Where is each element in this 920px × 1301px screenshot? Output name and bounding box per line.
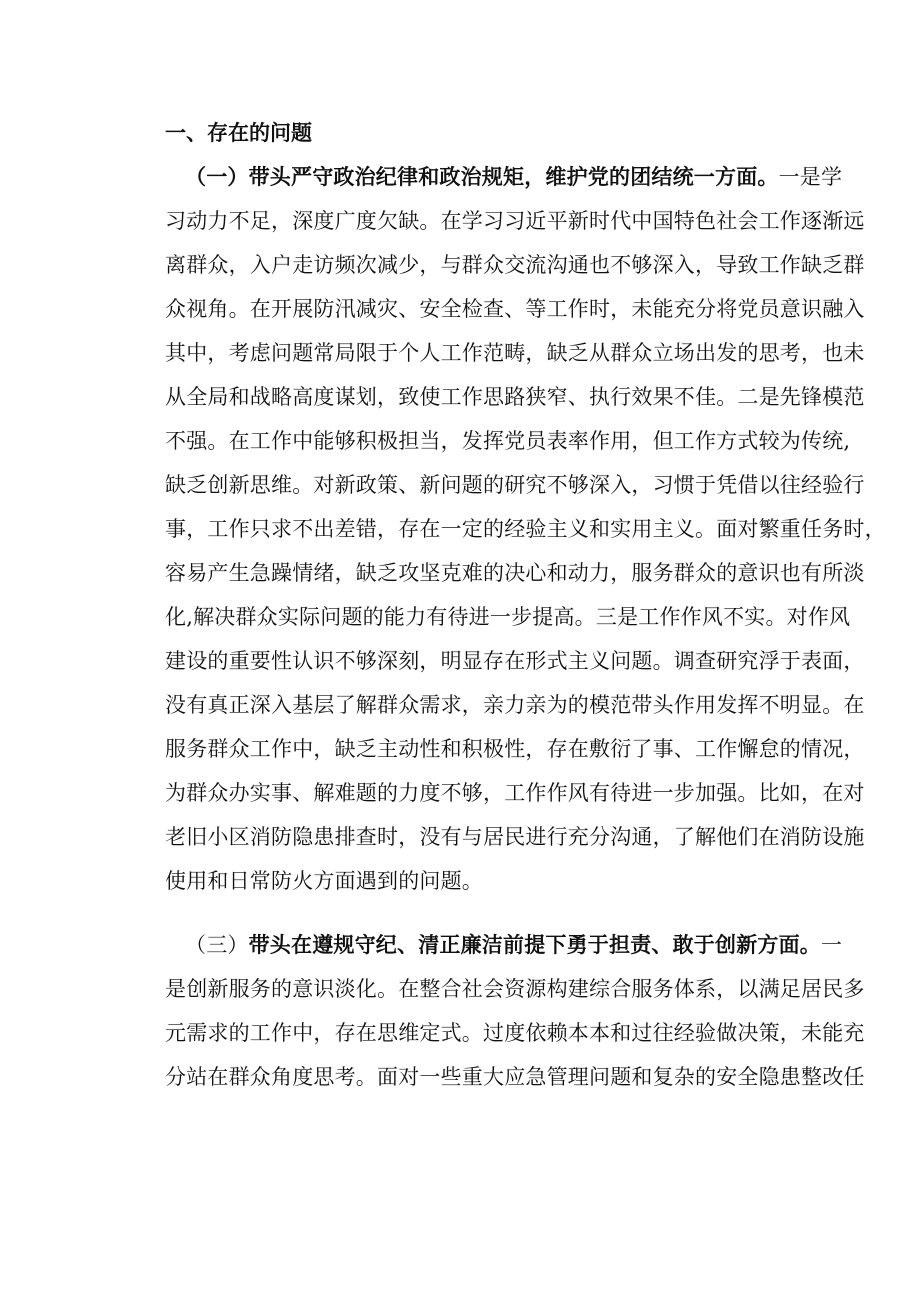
- paragraph-line: 不强。在工作中能够积极担当，发挥党员表率作用，但工作方式较为传统,: [165, 429, 851, 453]
- paragraph-line: 为群众办实事、解难题的力度不够，工作作风有待进一步加强。比如，在对: [165, 781, 865, 805]
- paragraph-2-first-line-rest: 一: [821, 933, 843, 957]
- paragraph-line: 化,解决群众实际问题的能力有待进一步提高。三是工作作风不实。对作风: [165, 605, 851, 629]
- paragraph-line: 离群众，入户走访频次减少，与群众交流沟通也不够深入，导致工作缺乏群: [165, 253, 865, 277]
- paragraph-line: 从全局和战略高度谋划，致使工作思路狭窄、执行效果不佳。二是先锋模范: [165, 385, 865, 409]
- paragraph-2-first-line: [185, 930, 843, 960]
- paragraph-line: 分站在群众角度思考。面对一些重大应急管理问题和复杂的安全隐患整改任: [165, 1065, 865, 1089]
- paragraph-line: 容易产生急躁情绪，缺乏攻坚克难的决心和动力，服务群众的意识也有所淡: [165, 561, 865, 585]
- paragraph-line: 众视角。在开展防汛减灾、安全检查、等工作时，未能充分将党员意识融入: [165, 297, 865, 321]
- paragraph-1-first-line-rest: 一是学: [778, 165, 843, 189]
- paragraph-line: 事，工作只求不出差错，存在一定的经验主义和实用主义。面对繁重任务时，: [165, 517, 886, 541]
- paragraph-2-lead-prefix: （三）: [185, 933, 249, 957]
- paragraph-2-lead: 带头在遵规守纪、清正廉洁前提下勇于担责、敢于创新方面。: [248, 932, 822, 957]
- paragraph-line-last: 使用和日常防火方面遇到的问题。: [165, 869, 483, 893]
- paragraph-line: 老旧小区消防隐患排查时，没有与居民进行充分沟通，了解他们在消防设施: [165, 825, 865, 849]
- paragraph-line: 建设的重要性认识不够深刻，明显存在形式主义问题。调查研究浮于表面，: [165, 649, 865, 673]
- paragraph-line: 习动力不足，深度广度欠缺。在学习习近平新时代中国特色社会工作逐渐远: [165, 209, 865, 233]
- paragraph-line: 元需求的工作中，存在思维定式。过度依赖本本和过往经验做决策，未能充: [165, 1021, 865, 1045]
- paragraph-line: 其中，考虑问题常局限于个人工作范畴，缺乏从群众立场出发的思考，也未: [165, 341, 865, 365]
- paragraph-1-first-line: [185, 162, 843, 192]
- paragraph-1-lead: （一）带头严守政治纪律和政治规矩，维护党的团结统一方面。: [185, 164, 779, 189]
- paragraph-line: 没有真正深入基层了解群众需求，亲力亲为的模范带头作用发挥不明显。在: [165, 693, 865, 717]
- paragraph-line: 是创新服务的意识淡化。在整合社会资源构建综合服务体系，以满足居民多: [165, 977, 865, 1001]
- section-heading: 一、存在的问题: [165, 120, 312, 145]
- paragraph-line: 缺乏创新思维。对新政策、新问题的研究不够深入，习惯于凭借以往经验行: [165, 473, 865, 497]
- paragraph-line: 服务群众工作中，缺乏主动性和积极性，存在敷衍了事、工作懈怠的情况，: [165, 737, 865, 761]
